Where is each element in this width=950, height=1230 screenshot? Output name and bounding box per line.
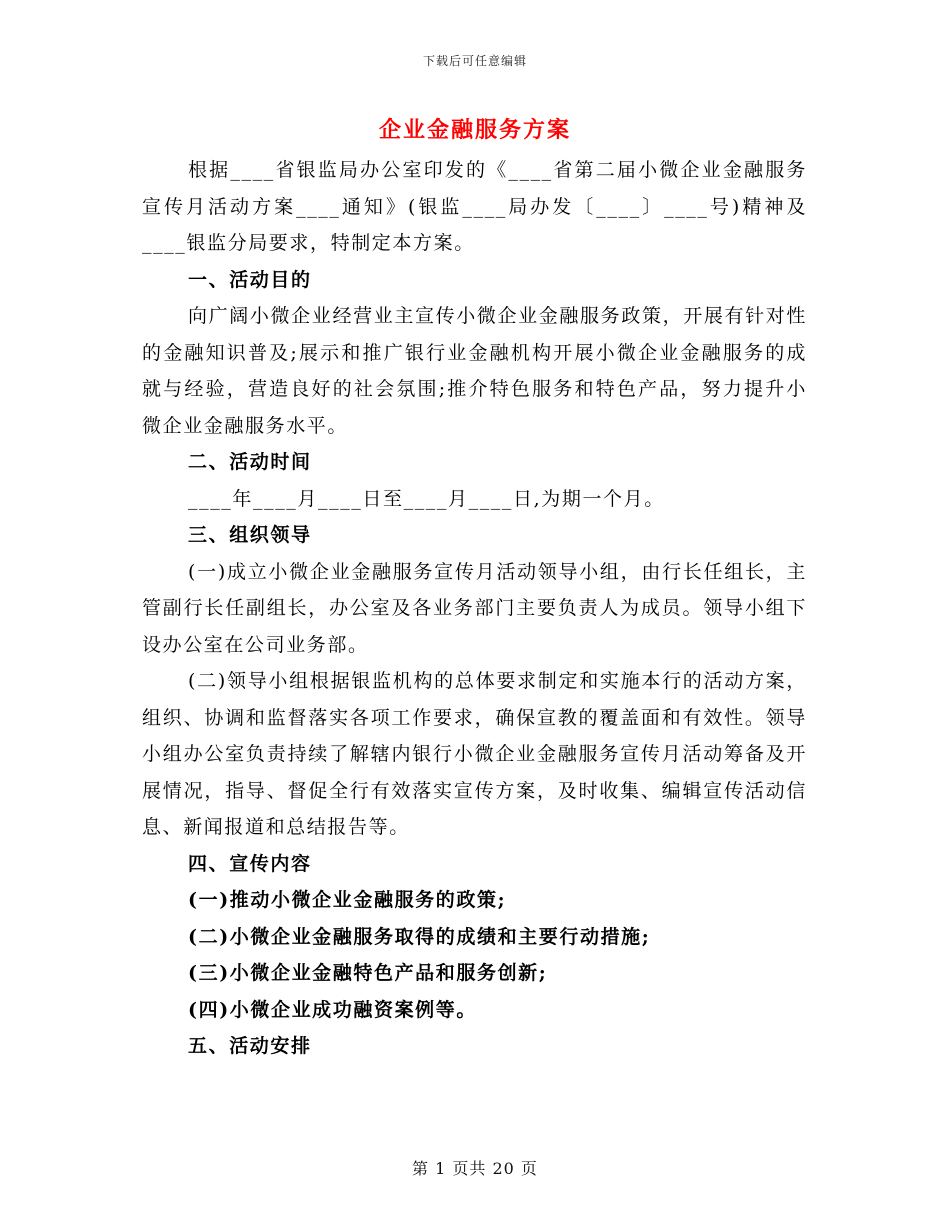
document-body: [142, 152, 807, 1065]
content-item-2: (二)小微企业金融服务取得的成绩和主要行动措施;: [188, 925, 651, 948]
section-heading-arrangement: 五、活动安排: [188, 1035, 312, 1057]
content-item-1: (一)推动小微企业金融服务的政策;: [188, 889, 507, 911]
section-heading-organization: 三、组织领导: [188, 524, 312, 546]
intro-paragraph: 根据____省银监局办公室印发的《____省第二届小微企业金融服务宣传月活动方案____通知》(银监____局办发〔____〕____号)精神及____银监分局要求，特制定本方案。: [142, 159, 807, 254]
page-header-note: 下载后可任意编辑: [422, 54, 527, 68]
document-title: 企业金融服务方案: [378, 117, 571, 143]
purpose-paragraph: 向广阔小微企业经营业主宣传小微企业金融服务政策，开展有针对性的金融知识普及;展示和推广银行业金融机构开展小微企业金融服务的成就与经验，营造良好的社会氛围;推介特色服务和特色产品，努力提升小微企业金融服务水平。: [142, 305, 807, 437]
content-item-4: (四)小微企业成功融资案例等。: [188, 998, 477, 1021]
section-heading-content: 四、宣传内容: [188, 852, 312, 875]
page-footer-number: 第 1 页共 20 页: [412, 1159, 538, 1178]
time-paragraph: ____年____月____日至____月____日,为期一个月。: [188, 487, 665, 510]
organization-paragraph-2: (二)领导小组根据银监机构的总体要求制定和实施本行的活动方案，组织、协调和监督落实各项工作要求，确保宣教的覆盖面和有效性。领导小组办公室负责持续了解辖内银行小微企业金融服务宣传月活动筹备及开展情况，指导、督促全行有效落实宣传方案，及时收集、编辑宣传活动信息、新闻报道和总结报告等。: [142, 670, 807, 838]
organization-paragraph-1: (一)成立小微企业金融服务宣传月活动领导小组，由行长任组长，主管副行长任副组长，办公室及各业务部门主要负责人为成员。领导小组下设办公室在公司业务部。: [142, 560, 807, 656]
content-item-3: (三)小微企业金融特色产品和服务创新;: [188, 962, 548, 984]
section-heading-time: 二、活动时间: [188, 451, 312, 473]
section-heading-purpose: 一、活动目的: [188, 268, 312, 291]
